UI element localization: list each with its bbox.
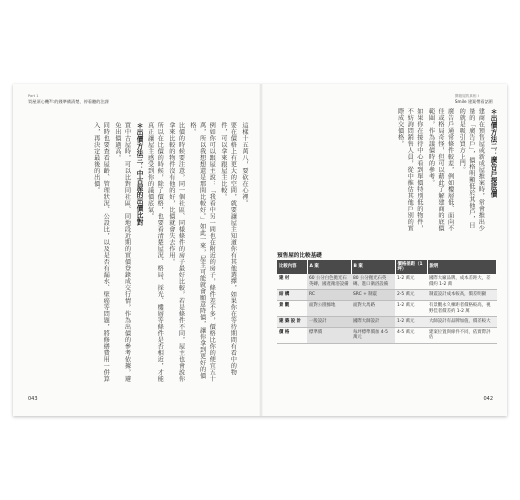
body-paragraph: 如果你在接待中心看到單價特別低的物件，不妨詢問銷售人員，從中推估其他戶別的實際成交價格。 (396, 108, 423, 232)
table-header-cell: 比較內容 (277, 260, 307, 274)
table-cell-b: SRC + 制震 (351, 290, 395, 301)
body-paragraph: 例如你可以跟屋主說：「我看中另一間也在附近的房子，條件差不多，價格比你的便宜五十萬，所以我想想還是那間比較好。」如此一來，屋主可能就會願意降價，讓你拿到更好的價格。 (189, 122, 216, 382)
book-spread (13, 84, 507, 416)
table-row (277, 300, 497, 316)
body-paragraph: 買中古屋時，可以比對同社區、同地段近期的實價登錄成交行情，作為出價的參考依據，避免出價過高。 (113, 122, 131, 382)
table-title: 預售屋的比較基礎 (277, 253, 322, 259)
table-cell-item: 建材 (277, 274, 307, 290)
table-header-cell: B 案 (351, 260, 395, 274)
table-cell-a: 面對公園綠地 (307, 300, 351, 316)
table-cell-note: 制震設計成本較高，價差明顯 (427, 290, 497, 301)
table-cell-diff: 4-5 萬元 (395, 327, 427, 343)
table-cell-a: 一般設計 (307, 317, 351, 328)
body-paragraph: 同時也要查看屋齡、管理狀況、公設比，以及是否有漏水、壁癌等問題，將修繕費用一併算入，再決定最後的出價。 (92, 122, 110, 382)
table-header-cell: 價格差距（1 坪） (395, 260, 427, 274)
table-cell-note: 建案位置與條件不同，依實際評估 (427, 327, 497, 343)
book-gutter (259, 84, 263, 416)
left-header-part: Part 1 (28, 94, 39, 98)
table-cell-diff: 1-2 萬元 (395, 274, 427, 290)
table-header-cell: A 案 (307, 260, 351, 274)
table-cell-diff: 1-2 萬元 (395, 317, 427, 328)
table-cell-b: 面對大馬路 (351, 300, 395, 316)
table-cell-item: 結構 (277, 290, 307, 301)
table-header-cell: 說明 (427, 260, 497, 274)
table-cell-note: 大師設計有品牌加值，價差較大 (427, 317, 497, 328)
table-cell-b: 80 公分拋光石英磚、進口衛浴設備 (351, 274, 395, 290)
body-paragraph: 廣告戶通常條件較差，例如樓層低、面向不佳或格局奇怪，但可以藉此了解建商的底價範圍，作為議價時的參考。 (427, 108, 454, 232)
table-cell-diff: 2-5 萬元 (395, 290, 427, 301)
body-paragraph: 要在價格上有更大的空間，就要讓屋主知道你有其他選擇，如果你在等待期間有看中的物件，可以拿來跟屋主比較。 (219, 122, 237, 376)
table-cell-item: 價格 (277, 327, 307, 343)
table-row (277, 290, 497, 301)
table-row (277, 274, 497, 290)
right-page-body (271, 108, 497, 232)
right-page-header (455, 94, 493, 104)
table-cell-a: 60 公分白色拋光石英磚、國產衛浴設備 (307, 274, 351, 290)
table-cell-a: 標準價 (307, 327, 351, 343)
left-page-header (28, 94, 109, 104)
body-paragraph: 建商在預售屋或新成屋推案時，常會推出少量的「廣告戶」，價格明顯低於其他戶，目的就是吸引買方上門。 (458, 108, 485, 232)
table-cell-a: RC (307, 290, 351, 301)
table-cell-b: 每坪標準價加 4-5 萬元 (351, 327, 395, 343)
body-paragraph: 這樣十五萬八，要砍在心裡。 (241, 122, 248, 207)
table-cell-item: 建築設計 (277, 317, 307, 328)
left-page-body (53, 122, 249, 384)
section-heading: ＊出價方法三：中古屋的出價比對 (135, 122, 144, 226)
table-cell-note: 有景觀永久棟距者價格較高，視野佳者價差約 1-2 萬 (427, 300, 497, 316)
comparison-table (277, 260, 497, 344)
table-cell-item: 景觀 (277, 300, 307, 316)
section-heading: ＊出價方法二：廣告戶探底價 (489, 108, 497, 198)
left-page-number: 043 (28, 396, 38, 402)
body-paragraph: 比價的時候要注意，同一個社區、同樣條件的房子最好比較，若是條件不同，屋主也會說你拿來比較的物件沒有他的好，比價就會失去作用。 (167, 122, 185, 382)
table-row (277, 317, 497, 328)
table-cell-diff: 1-2 萬元 (395, 300, 427, 316)
right-header-part: 開箱屋的真相 I (454, 94, 479, 98)
table-header-row (277, 260, 497, 274)
table-cell-note: 國際大廠品牌，成本差距大，差價約 1-2 萬 (427, 274, 497, 290)
table-row (277, 327, 497, 343)
left-header-title: 買屋須心機?!:的錢準備清楚、停看聽的注課 (28, 99, 109, 104)
right-header-title: Smile 建案帶看話術 (454, 99, 493, 104)
table-cell-b: 國際大師設計 (351, 317, 395, 328)
right-page-number: 042 (483, 396, 493, 402)
body-paragraph: 所以在比價的時候，除了價格，也要看清楚屋況、格局、採光、樓層等條件是否相近，才能真正讓屋主感受到你的議價底氣。 (146, 122, 164, 382)
